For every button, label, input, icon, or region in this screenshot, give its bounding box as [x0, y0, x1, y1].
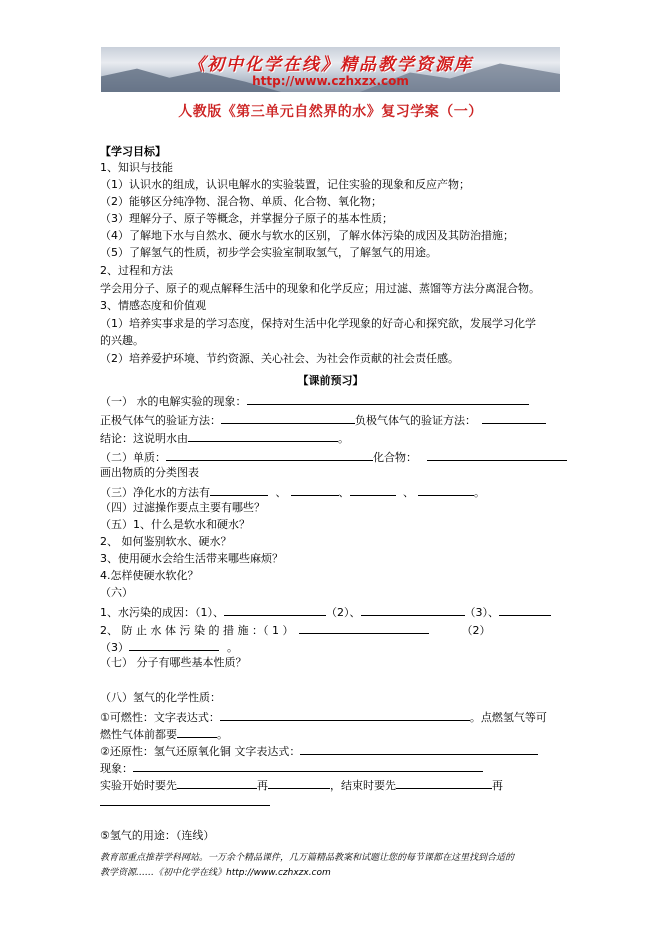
- objective-item: （2）培养爱护环境、节约资源、关心社会、为社会作贡献的社会责任感。: [100, 352, 459, 365]
- answer-blank[interactable]: [220, 709, 470, 721]
- answer-blank[interactable]: [210, 484, 268, 496]
- end-first-label: ，结束时要先: [330, 779, 396, 792]
- question-8a-cont: [100, 726, 228, 742]
- negative-gas-label: 负极气体气的验证方法：: [355, 414, 476, 427]
- objective-item: （1）认识水的组成，认识电解水的实验装置，记住实验的现象和反应产物；: [100, 178, 470, 191]
- separator: 、: [403, 486, 414, 499]
- question-6a: [100, 604, 551, 620]
- banner-title: 《初中化学在线》精品教学资源库: [188, 55, 473, 75]
- objective-item: （2）能够区分纯净物、混合物、单质、化合物、氧化物；: [100, 195, 382, 208]
- answer-blank[interactable]: [499, 604, 551, 616]
- question-8a: [100, 709, 547, 725]
- objective-section-1: 1、知识与技能: [100, 161, 173, 174]
- prevention-end: 。: [227, 641, 238, 654]
- question-1b: [100, 412, 546, 428]
- question-1c: [100, 430, 349, 446]
- reduction-label: ②还原性：氢气还原氧化铜 文字表达式：: [100, 745, 301, 758]
- answer-blank[interactable]: [129, 639, 219, 651]
- question-3-end: 。: [474, 486, 485, 499]
- separator: 、: [338, 486, 350, 499]
- answer-blank[interactable]: [418, 484, 474, 496]
- answer-blank[interactable]: [188, 430, 338, 442]
- question-6b: [100, 622, 490, 638]
- combustibility-label: ①可燃性：文字表达式：: [100, 711, 220, 724]
- element-label: （二）单质：: [100, 451, 166, 464]
- answer-blank-line[interactable]: [100, 805, 270, 806]
- question-2c: 画出物质的分类图表: [100, 466, 199, 479]
- positive-gas-label: 正极气体气的验证方法：: [100, 414, 221, 427]
- question-7: （七） 分子有哪些基本性质？: [100, 656, 247, 669]
- question-8c: [100, 760, 483, 776]
- cause-2-label: （2）、: [326, 606, 361, 619]
- then-label: 再: [492, 779, 503, 792]
- question-2: [100, 449, 567, 465]
- answer-blank[interactable]: [427, 449, 567, 461]
- objective-item: （3）理解分子、原子等概念，并掌握分子原子的基本性质；: [100, 212, 393, 225]
- question-5c: 3、使用硬水会给生活带来哪些麻烦？: [100, 552, 283, 565]
- combustibility-end: 。点燃氢气等可: [469, 711, 547, 724]
- footer-line-2: 教学资源……《初中化学在线》http://www.czhxzx.com: [100, 868, 331, 878]
- question-8b: [100, 743, 538, 759]
- separator: 、: [275, 486, 287, 499]
- answer-blank[interactable]: [291, 484, 339, 496]
- question-5b: 2、 如何鉴别软水、硬水？: [100, 535, 232, 548]
- then-label: 再: [257, 779, 268, 792]
- answer-blank[interactable]: [166, 449, 373, 461]
- question-6b-cont: [100, 639, 238, 655]
- objective-item: （4）了解地下水与自然水、硬水与软水的区别，了解水体污染的成因及其防治措施；: [100, 229, 514, 242]
- conclusion-end: 。: [338, 432, 349, 445]
- answer-blank[interactable]: [361, 604, 465, 616]
- answer-blank[interactable]: [177, 777, 257, 789]
- prevention-2-label: （2）: [461, 624, 491, 637]
- prevention-label: 2、 防 止 水 体 污 染 的 措 施 ：（ 1 ）: [100, 624, 294, 637]
- question-1-label: （一） 水的电解实验的现象：: [100, 395, 247, 408]
- answer-blank[interactable]: [482, 412, 546, 424]
- objective-item-cont: 的兴趣。: [100, 334, 144, 347]
- answer-blank[interactable]: [350, 484, 396, 496]
- answer-blank[interactable]: [247, 393, 529, 405]
- question-1: [100, 393, 529, 409]
- objective-section-2: 2、过程和方法: [100, 264, 173, 277]
- question-3: [100, 484, 485, 500]
- ignite-end: 。: [217, 728, 228, 741]
- answer-blank[interactable]: [221, 412, 355, 424]
- compound-label: 化合物：: [373, 451, 417, 464]
- objective-paragraph: 学会用分子、原子的观点解释生活中的现象和化学反应；用过滤、蒸馏等方法分离混合物。: [100, 282, 540, 295]
- question-9: ⑤氢气的用途：（连线）: [100, 829, 215, 842]
- objective-item: （5）了解氢气的性质，初步学会实验室制取氢气，了解氢气的用途。: [100, 246, 437, 259]
- answer-blank[interactable]: [177, 726, 217, 738]
- footer-line-1: 教育部重点推荐学科网站。一万余个精品课件，几万篇精品教案和试题让您的每节课都在这里找到合适的: [100, 853, 515, 863]
- answer-blank[interactable]: [299, 622, 429, 634]
- preview-heading: 【课前预习】: [297, 374, 364, 387]
- phenomenon-label: 现象：: [100, 762, 133, 775]
- question-8: （八）氢气的化学性质：: [100, 691, 221, 704]
- objective-section-3: 3、情感态度和价值观: [100, 299, 206, 312]
- conclusion-label: 结论：这说明水由: [100, 432, 188, 445]
- answer-blank[interactable]: [268, 777, 330, 789]
- prevention-3-label: （3）: [100, 641, 129, 654]
- cause-3-label: （3）、: [464, 606, 499, 619]
- question-5: （五）1、什么是软水和硬水？: [100, 518, 250, 531]
- question-6: （六）: [100, 586, 133, 599]
- question-8d: [100, 777, 503, 793]
- header-banner: [101, 47, 560, 92]
- purify-label: （三）净化水的方法有: [100, 486, 210, 499]
- objectives-heading: 【学习目标】: [100, 145, 166, 158]
- answer-blank[interactable]: [396, 777, 492, 789]
- answer-blank[interactable]: [300, 743, 538, 755]
- pollution-cause-label: 1、水污染的成因：（1）、: [100, 606, 224, 619]
- question-5d: 4.怎样使硬水软化？: [100, 569, 199, 582]
- question-4: （四）过滤操作要点主要有哪些？: [100, 501, 265, 514]
- answer-blank[interactable]: [224, 604, 326, 616]
- ignite-label: 燃性气体前都要: [100, 728, 177, 741]
- banner-url[interactable]: http://www.czhxzx.com: [252, 74, 409, 88]
- start-first-label: 实验开始时要先: [100, 779, 177, 792]
- objective-item: （1）培养实事求是的学习态度，保持对生活中化学现象的好奇心和探究欲，发展学习化学: [100, 317, 536, 330]
- answer-blank[interactable]: [133, 760, 483, 772]
- page-title: 人教版《第三单元自然界的水》复习学案（一）: [178, 104, 483, 120]
